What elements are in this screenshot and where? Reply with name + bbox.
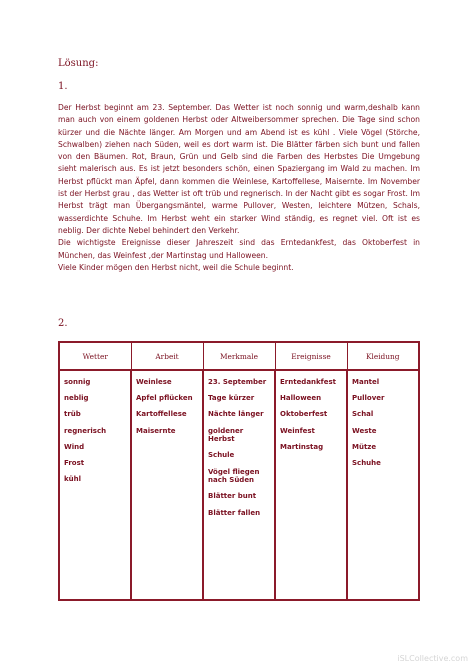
header-merkmale: Merkmale bbox=[203, 342, 275, 370]
list-item: Frost bbox=[64, 458, 85, 467]
column-merkmale bbox=[203, 370, 275, 600]
list-item: Kartoffellese bbox=[136, 410, 187, 419]
solution-heading: Lösung: bbox=[58, 58, 99, 69]
section-1-number: 1. bbox=[58, 81, 68, 92]
list-item: Schuhe bbox=[352, 458, 381, 467]
list-item: Nächte länger bbox=[208, 410, 264, 419]
column-wetter bbox=[59, 370, 131, 600]
list-item: Weinlese bbox=[136, 378, 172, 386]
list-item: Mütze bbox=[352, 442, 377, 451]
list-item: Apfel pflücken bbox=[136, 394, 193, 403]
list-item: Vögel fliegen nach Süden bbox=[208, 467, 260, 485]
paragraph-line: Der Herbst beginnt am 23. September. Das Wetter ist noch sonnig und warm,deshalb kann man auch von einem goldenen Herbst oder Altweibersommer sprechen. Die Tage sind schon kürzer und die Nächte länger. Am Morgen und am Abend ist es kühl . Viele Vögel (Störche, Schwalben) ziehen nach Süden, weil es dort warm ist. Die Blätter färben sich bunt und fallen von den Bäumen. Rot, Braun, Grün und Gelb sind die Farben des Herbstes Die Umgebung sieht malerisch aus. Es ist jetzt besonders schön, einen Spaziergang im Wald zu machen. Im Herbst pflückt man Äpfel, dann kommen die Weinlese, Kartoffellese, Maisernte. Im November ist der Herbst grau , das Wetter ist oft trüb und regnerisch. In der Nacht gibt es sogar Frost. Im Herbst trägt man Übergangsmäntel, warme Pullover, Westen, leichtere Mützen, Schals, wasserdichte Schuhe. Im Herbst weht ein starker Wind ständig, es regnet viel. Oft ist es neblig. Der dichte Nebel behindert den Verkehr. bbox=[58, 103, 420, 235]
list-item: trüb bbox=[64, 410, 81, 419]
list-item: neblig bbox=[64, 394, 89, 403]
table-row bbox=[59, 370, 419, 600]
column-arbeit bbox=[131, 370, 203, 600]
list-item: regnerisch bbox=[64, 426, 107, 435]
header-kleidung: Kleidung bbox=[347, 342, 419, 370]
autumn-text bbox=[58, 102, 420, 274]
list-item: Weste bbox=[352, 426, 377, 435]
list-item: Blätter fallen bbox=[208, 508, 261, 517]
header-arbeit: Arbeit bbox=[131, 342, 203, 370]
table-header-row bbox=[59, 342, 419, 370]
list-item: goldener Herbst bbox=[208, 426, 244, 444]
list-item: 23. September bbox=[208, 378, 267, 386]
paragraph-line: Die wichtigste Ereignisse dieser Jahreszeit sind das Erntedankfest, das Oktoberfest in München, das Weinfest ,der Martinstag und Halloween. bbox=[58, 238, 420, 260]
list-item: Schal bbox=[352, 410, 374, 419]
list-item: Halloween bbox=[280, 394, 322, 403]
list-item: Schule bbox=[208, 451, 235, 460]
watermark: iSLCollective.com bbox=[397, 654, 468, 663]
paragraph-line: Viele Kinder mögen den Herbst nicht, weil die Schule beginnt. bbox=[58, 262, 294, 272]
header-wetter: Wetter bbox=[59, 342, 131, 370]
list-item: Wind bbox=[64, 442, 85, 451]
column-kleidung bbox=[347, 370, 419, 600]
list-item: Oktoberfest bbox=[280, 410, 328, 419]
list-item: Weinfest bbox=[280, 426, 315, 435]
list-item: Tage kürzer bbox=[208, 394, 255, 403]
word-table bbox=[58, 341, 420, 601]
column-ereignisse bbox=[275, 370, 347, 600]
list-item: Maisernte bbox=[136, 426, 176, 435]
list-item: Erntedankfest bbox=[280, 378, 336, 386]
list-item: Martinstag bbox=[280, 442, 324, 451]
list-item: Pullover bbox=[352, 394, 385, 403]
list-item: Mantel bbox=[352, 378, 380, 386]
section-2-number: 2. bbox=[58, 318, 68, 329]
list-item: sonnig bbox=[64, 378, 91, 386]
header-ereignisse: Ereignisse bbox=[275, 342, 347, 370]
list-item: kühl bbox=[64, 475, 82, 484]
list-item: Blätter bunt bbox=[208, 492, 257, 501]
